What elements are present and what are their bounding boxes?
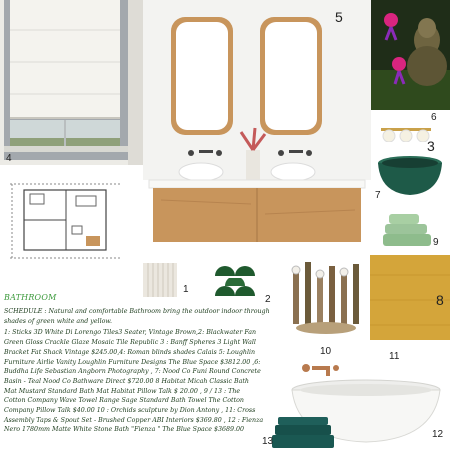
schedule-line: Basin - Teal Nood Co Bathware Direct $720.00 8 Habitat Micah Classic Bath (4, 377, 249, 385)
schedule-line: Company Pillow Talk $40.00 10 : Orchids sculpture by Dion Antony , 11: Cross (4, 407, 256, 415)
floor-plan-image (6, 180, 126, 262)
schedule-line: Cotton Company Wave Towel Range Sage Standard Bath Towel The Cotton (4, 397, 244, 405)
item-number-2: 2 (265, 294, 271, 305)
item-number-11: 11 (389, 351, 400, 362)
item-number-7: 7 (375, 190, 381, 201)
globe-wall-light-icon (379, 126, 433, 142)
copper-tap-icon (300, 358, 340, 380)
roman-blind-window-image (0, 0, 143, 165)
item-number-4: 4 (6, 153, 12, 164)
item-number-10: 10 (320, 346, 332, 357)
schedule-line: Buddha Life Sebastian Angborn Photography , 7: Nood Co Funi Round Concrete (4, 368, 261, 376)
vanity-image (143, 0, 371, 255)
item-number-9: 9 (433, 237, 439, 248)
item-number-6: 6 (431, 112, 437, 123)
section-heading: BATHROOM (4, 293, 57, 302)
schedule-line: Furniture Airlie Vanity Loughlin Furniture Designs The Blue Space $3812.00 ,6: (4, 358, 261, 366)
teal-round-basin-icon (376, 155, 444, 199)
item-number-5: 5 (335, 9, 343, 25)
item-number-1: 1 (183, 284, 189, 295)
copper-tap-image (300, 358, 340, 380)
teal-towels-image (272, 415, 334, 450)
schedule-line: Green Gloss Crackle Glaze Mosaic Tile Republic 3 : Banff Spheres 3 Light Wall (4, 339, 256, 347)
schedule-line: 1: Sticks 3D White Di Lorengo Tiles3 Seater, Vintage Brown,2: Blackwater Fan (4, 329, 257, 337)
sage-towel-stack-icon (383, 212, 435, 250)
teal-basin-image (376, 155, 444, 199)
teal-towel-stack-icon (272, 415, 334, 450)
buddha-orchid-image (371, 0, 450, 110)
stick-tiles-icon (143, 263, 177, 297)
green-fan-tiles-icon (215, 262, 255, 302)
floor-plan-icon (6, 180, 126, 262)
roman-blind-window-icon (0, 0, 143, 165)
stick-tiles-image (143, 263, 177, 297)
orchid-sculpture-image (283, 258, 369, 340)
item-number-8: 8 (436, 292, 444, 308)
schedule-line: Bracket Fat Shack Vintage $245.00,4: Roman blinds shades Calais 5: Loughlin (4, 348, 256, 356)
schedule-line: Nero 1780mm Matte White Stone Bath "Fienza " The Blue Space $3689.00 (4, 426, 245, 434)
schedule-line: Mat Mustard Standard Bath Mat Habitat Pillow Talk $ 20.00 , 9 / 13 : The (4, 387, 241, 395)
schedule-intro: SCHEDULE : Natural and comfortable Bathroom bring the outdoor indoor through shades of green white and yellow. (4, 308, 270, 325)
item-number-3: 3 (427, 138, 435, 154)
buddha-statue-icon (371, 0, 450, 110)
round-oak-mirrors-icon (143, 0, 371, 255)
item-number-12: 12 (432, 429, 444, 440)
green-fan-tiles-image (215, 262, 255, 302)
item-number-13: 13 (262, 436, 274, 447)
sage-towels-image (383, 212, 435, 250)
orchid-sculpture-icon (283, 258, 369, 340)
schedule-line: Assembly Taps & Spout Set - Brushed Copper ABI Interiors $369.80 , 12 : Fienza (4, 416, 264, 424)
schedule-text (4, 307, 276, 435)
globe-wall-light-image (379, 126, 433, 142)
